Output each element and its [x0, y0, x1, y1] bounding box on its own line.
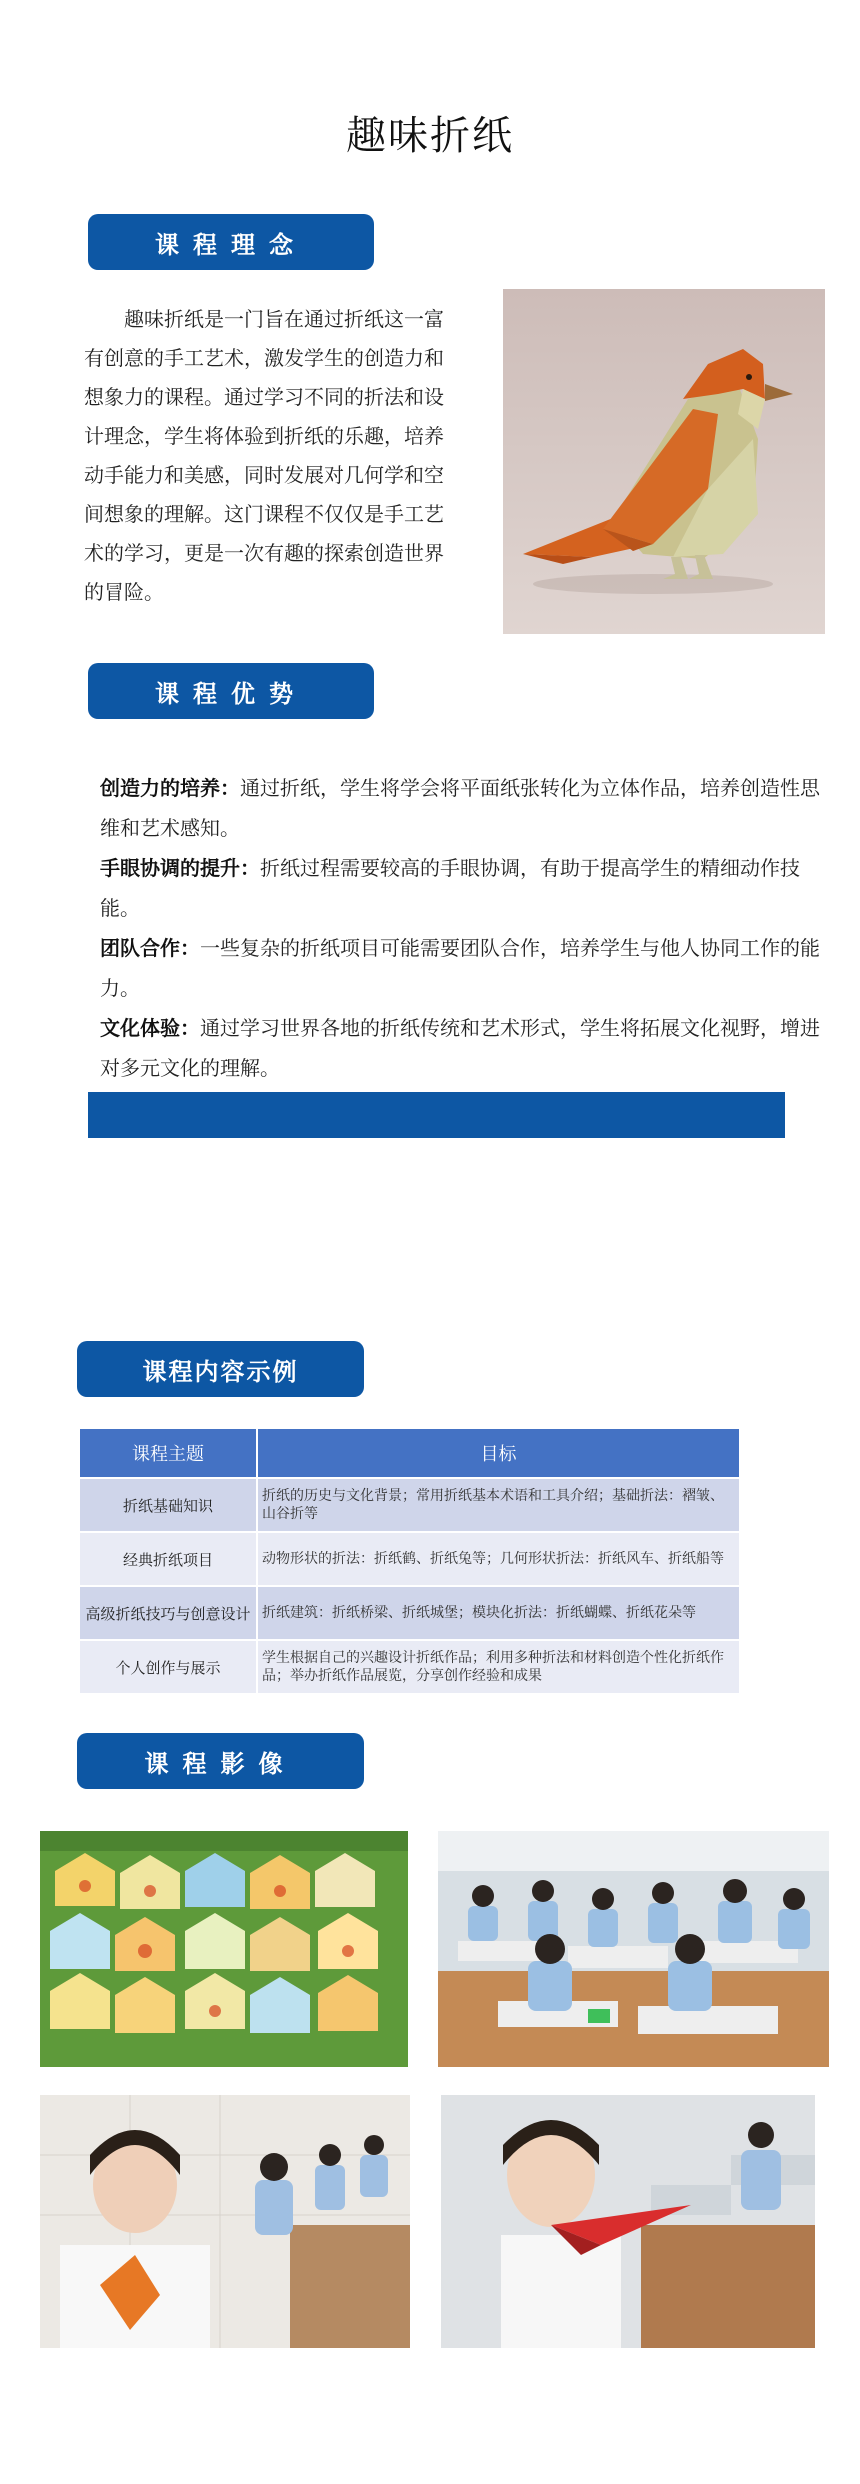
table-cell-topic: 折纸基础知识: [79, 1478, 257, 1532]
table-cell-topic: 经典折纸项目: [79, 1532, 257, 1586]
table-cell-goal: 折纸建筑：折纸桥梁、折纸城堡；模块化折法：折纸蝴蝶、折纸花朵等: [257, 1586, 740, 1640]
page-title: 趣味折纸: [346, 113, 514, 159]
advantage-text: 一些复杂的折纸项目可能需要团队合作，培养学生与他人协同工作的能力。: [100, 936, 820, 1000]
table-cell-topic: 个人创作与展示: [79, 1640, 257, 1694]
girl-folding-illustration: [40, 2095, 410, 2348]
table-cell-goal: 学生根据自己的兴趣设计折纸作品；利用多种折法和材料创造个性化折纸作品；举办折纸作品展览，分享创作经验和成果: [257, 1640, 740, 1694]
classroom-illustration: [438, 1831, 829, 2067]
table-header-goal: 目标: [257, 1428, 740, 1478]
table-cell-topic: 高级折纸技巧与创意设计: [79, 1586, 257, 1640]
photo-classroom-students: [438, 1831, 829, 2067]
photo-origami-artworks: [40, 1831, 408, 2067]
table-row: [79, 1478, 740, 1532]
table-row: [79, 1532, 740, 1586]
table-cell-goal: 动物形状的折法：折纸鹤、折纸兔等；几何形状折法：折纸风车、折纸船等: [257, 1532, 740, 1586]
table-row: [79, 1586, 740, 1640]
advantage-item: [100, 1008, 825, 1088]
table-row: [79, 1640, 740, 1694]
table-header-row: [79, 1428, 740, 1478]
advantage-label: 文化体验：: [100, 1016, 200, 1040]
origami-artworks-illustration: [40, 1831, 408, 2067]
table-cell-goal: 折纸的历史与文化背景；常用折纸基本术语和工具介绍；基础折法：褶皱、山谷折等: [257, 1478, 740, 1532]
photo-girl-folding: [40, 2095, 410, 2348]
concept-paragraph: 趣味折纸是一门旨在通过折纸这一富有创意的手工艺术，激发学生的创造力和想象力的课程。通过学习不同的折法和设计理念，学生将体验到折纸的乐趣，培养动手能力和美感，同时发展对几何学和空间想象的理解。这门课程不仅仅是手工艺术的学习，更是一次有趣的探索创造世界的冒险。: [84, 307, 444, 604]
advantage-text: 通过学习世界各地的折纸传统和艺术形式，学生将拓展文化视野，增进对多元文化的理解。: [100, 1016, 820, 1080]
advantage-list: [100, 768, 825, 1088]
advantage-item: [100, 768, 825, 848]
course-content-table: [78, 1427, 741, 1695]
section-banner-images: 课程影像: [77, 1733, 364, 1789]
advantage-text: 通过折纸，学生将学会将平面纸张转化为立体作品，培养创造性思维和艺术感知。: [100, 776, 820, 840]
section-banner-concept: 课程理念: [88, 214, 374, 270]
advantage-text: 折纸过程需要较高的手眼协调，有助于提高学生的精细动作技能。: [100, 856, 800, 920]
advantage-item: [100, 848, 825, 928]
section-banner-content: 课程内容示例: [77, 1341, 364, 1397]
origami-bird-illustration: [503, 289, 825, 634]
photo-girl-paper-airplane: [441, 2095, 815, 2348]
origami-bird-image: [503, 289, 825, 634]
advantage-label: 手眼协调的提升：: [100, 856, 260, 880]
advantage-label: 创造力的培养：: [100, 776, 240, 800]
table-header-topic: 课程主题: [79, 1428, 257, 1478]
girl-airplane-illustration: [441, 2095, 815, 2348]
decorative-blue-bar: [88, 1092, 785, 1138]
section-banner-advantage: 课程优势: [88, 663, 374, 719]
advantage-item: [100, 928, 825, 1008]
advantage-label: 团队合作：: [100, 936, 200, 960]
